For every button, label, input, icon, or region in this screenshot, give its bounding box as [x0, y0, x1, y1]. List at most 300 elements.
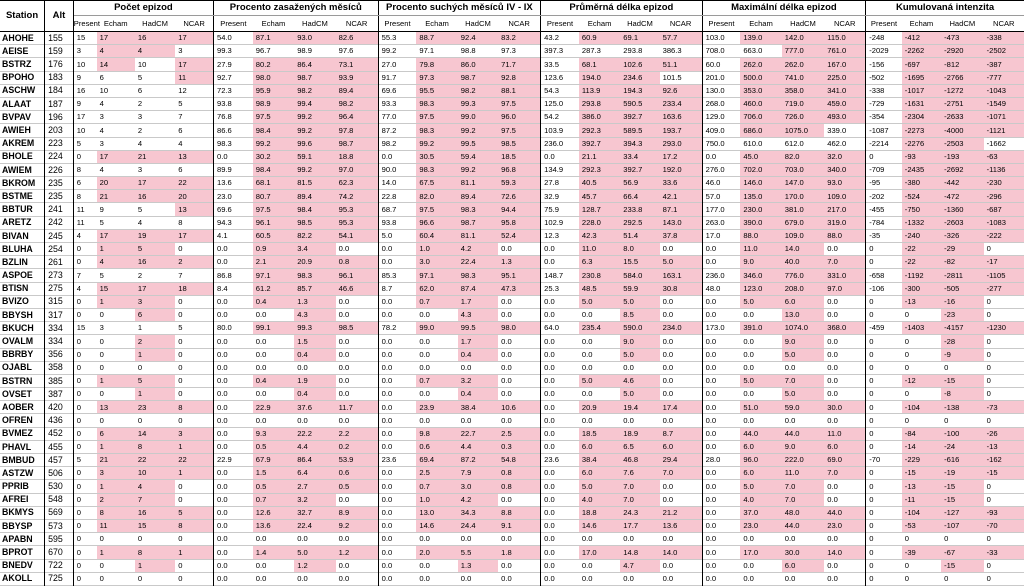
- table-row: [0, 295, 1024, 308]
- value-cell: -193: [941, 150, 983, 163]
- value-cell: 88.7: [416, 32, 457, 45]
- value-cell: 5.0: [782, 348, 824, 361]
- value-cell: 0.0: [338, 244, 350, 254]
- value-cell: 72.6: [498, 190, 541, 203]
- value-cell: 93.0: [294, 32, 335, 45]
- value-cell: 1: [135, 559, 175, 572]
- value-cell: 0: [866, 440, 902, 453]
- value-cell: 68.1: [579, 58, 620, 71]
- value-cell: 4.0: [740, 493, 781, 506]
- value-cell: 0.0: [541, 295, 579, 308]
- altitude-cell: 595: [45, 533, 74, 546]
- value-cell: -502: [866, 71, 902, 84]
- value-cell: 99.0: [458, 111, 498, 124]
- value-cell: 17.0: [740, 546, 781, 559]
- value-cell: 0: [986, 494, 991, 504]
- value-cell: 0: [866, 519, 902, 532]
- value-cell: 0: [99, 310, 104, 320]
- value-cell: 22.9: [253, 401, 294, 414]
- value-cell: 15: [73, 322, 96, 335]
- value-cell: 60.5: [253, 229, 294, 242]
- value-cell: 0: [866, 546, 902, 559]
- value-cell: 0.0: [702, 388, 740, 401]
- value-cell: 0.0: [213, 546, 252, 559]
- value-cell: 19.4: [620, 401, 659, 414]
- value-cell: 46.8: [620, 454, 659, 467]
- value-cell: -15: [984, 467, 1024, 480]
- value-cell: 5.0: [782, 388, 824, 401]
- value-cell: 99.2: [458, 163, 498, 176]
- value-cell: 5: [178, 323, 183, 333]
- altitude-cell: 548: [45, 493, 74, 506]
- value-cell: 392.7: [620, 111, 659, 124]
- value-cell: 0.0: [378, 335, 416, 348]
- value-cell: 0: [904, 310, 910, 320]
- value-cell: -70: [984, 519, 1024, 532]
- value-cell: 0: [99, 573, 104, 583]
- value-cell: 51.4: [620, 229, 659, 242]
- value-cell: 17: [97, 150, 135, 163]
- group-header-row: [0, 1, 1024, 16]
- altitude-cell: 334: [45, 335, 74, 348]
- value-cell: 702.0: [740, 163, 781, 176]
- value-cell: 208.0: [782, 282, 824, 295]
- value-cell: 706.0: [740, 111, 781, 124]
- value-cell: 4: [97, 45, 135, 58]
- value-cell: 0.0: [541, 348, 579, 361]
- value-cell: 5: [73, 454, 96, 467]
- value-cell: 94.4: [498, 203, 541, 216]
- value-cell: 87.2: [378, 124, 416, 137]
- value-cell: 0: [904, 349, 910, 359]
- value-cell: 0: [137, 573, 143, 583]
- value-cell: 22.7: [458, 427, 498, 440]
- value-cell: 95.1: [498, 269, 541, 282]
- value-cell: 3: [97, 467, 135, 480]
- value-cell: 1.3: [294, 295, 335, 308]
- value-cell: 0.0: [541, 440, 579, 453]
- altitude-cell: 203: [45, 124, 74, 137]
- value-cell: 0: [73, 388, 96, 401]
- station-cell: BSTRN: [0, 374, 45, 387]
- value-cell: 0: [904, 336, 910, 346]
- value-cell: 0: [73, 256, 96, 269]
- value-cell: 0.0: [213, 440, 252, 453]
- value-cell: 1: [97, 374, 135, 387]
- value-cell: 20: [97, 177, 135, 190]
- value-cell: 0: [986, 389, 991, 399]
- value-cell: 263.0: [702, 216, 740, 229]
- value-cell: 167.0: [824, 58, 865, 71]
- value-cell: 287.3: [581, 46, 601, 56]
- altitude-cell: 261: [45, 256, 74, 269]
- value-cell: 0.0: [541, 374, 579, 387]
- value-cell: 38.4: [458, 401, 498, 414]
- value-cell: 147.0: [782, 177, 824, 190]
- value-cell: 0.0: [541, 572, 579, 585]
- value-cell: 0.0: [338, 310, 350, 320]
- value-cell: 0.0: [743, 534, 754, 544]
- value-cell: 0.0: [460, 362, 472, 372]
- value-cell: -4157: [941, 322, 983, 335]
- value-cell: 612.0: [784, 138, 804, 148]
- station-cell: AEISE: [0, 45, 45, 58]
- value-cell: 99.2: [416, 137, 457, 150]
- table-row: [0, 97, 1024, 110]
- value-cell: 0.0: [213, 308, 252, 321]
- value-cell: 0.0: [378, 467, 416, 480]
- value-cell: 0: [178, 481, 183, 491]
- table-row: [0, 177, 1024, 190]
- value-cell: 96.6: [416, 216, 457, 229]
- station-cell: BTISN: [0, 282, 45, 295]
- value-cell: 6.4: [294, 467, 335, 480]
- value-cell: 0.7: [416, 480, 457, 493]
- value-cell: 0.0: [541, 256, 579, 269]
- value-cell: 95.3: [336, 216, 378, 229]
- value-cell: 6: [137, 86, 143, 96]
- value-cell: 230.0: [740, 203, 781, 216]
- value-cell: -1549: [984, 97, 1024, 110]
- value-cell: 128.7: [579, 203, 620, 216]
- value-cell: 293.0: [660, 137, 703, 150]
- value-cell: 130.0: [702, 84, 740, 97]
- value-cell: 0.0: [702, 506, 740, 519]
- value-cell: 0.0: [419, 310, 430, 320]
- value-cell: 98.7: [458, 71, 498, 84]
- value-cell: 0: [866, 150, 902, 163]
- value-cell: 0: [73, 335, 96, 348]
- value-cell: 51.0: [740, 401, 781, 414]
- value-cell: 86.4: [294, 454, 335, 467]
- value-cell: 16: [135, 256, 175, 269]
- value-cell: 103.0: [702, 32, 740, 45]
- value-cell: -1087: [866, 124, 902, 137]
- value-cell: 0.0: [378, 374, 416, 387]
- value-cell: 99.2: [378, 45, 416, 58]
- value-cell: 391.0: [740, 322, 781, 335]
- value-cell: 4.7: [620, 559, 659, 572]
- value-cell: 0.0: [501, 560, 512, 570]
- value-cell: 1: [97, 440, 135, 453]
- altitude-cell: 452: [45, 427, 74, 440]
- value-cell: 89.4: [294, 190, 335, 203]
- value-cell: 590.0: [620, 322, 659, 335]
- value-cell: 0.0: [702, 150, 740, 163]
- value-cell: 6: [97, 427, 135, 440]
- value-cell: 0.0: [501, 376, 512, 386]
- table-row: [0, 256, 1024, 269]
- station-cell: BKMYS: [0, 506, 45, 519]
- value-cell: -19: [941, 467, 983, 480]
- value-cell: 17.2: [660, 150, 703, 163]
- value-cell: 14: [97, 58, 135, 71]
- value-cell: -2029: [866, 45, 902, 58]
- table-row: [0, 71, 1024, 84]
- value-cell: 6: [135, 308, 175, 321]
- value-cell: 98.3: [416, 97, 457, 110]
- value-cell: 0: [866, 401, 902, 414]
- value-cell: 7.0: [782, 374, 824, 387]
- value-cell: 394.3: [620, 137, 659, 150]
- value-cell: 18.9: [620, 427, 659, 440]
- value-cell: -1272: [941, 84, 983, 97]
- value-cell: 459.0: [824, 97, 865, 110]
- value-cell: 6.0: [579, 440, 620, 453]
- value-cell: -1695: [902, 71, 941, 84]
- value-cell: 0.0: [213, 256, 252, 269]
- value-cell: 4: [73, 282, 96, 295]
- value-cell: 0.0: [702, 374, 740, 387]
- value-cell: 0.0: [255, 573, 267, 583]
- table-row: [0, 111, 1024, 124]
- value-cell: 21: [135, 150, 175, 163]
- value-cell: 708.0: [702, 45, 740, 58]
- value-cell: 0.4: [294, 348, 335, 361]
- value-cell: 76.8: [213, 111, 252, 124]
- value-cell: 0.0: [419, 349, 430, 359]
- station-cell: BPROT: [0, 546, 45, 559]
- value-cell: 8.5: [620, 308, 659, 321]
- value-cell: 0: [866, 348, 902, 361]
- value-cell: 51.1: [660, 58, 703, 71]
- value-cell: 2: [137, 270, 143, 280]
- value-cell: -1332: [902, 216, 941, 229]
- value-cell: 0.0: [213, 493, 252, 506]
- value-cell: 386.3: [662, 46, 682, 56]
- value-cell: -13: [902, 295, 941, 308]
- value-cell: 686.0: [740, 124, 781, 137]
- value-cell: 33.4: [620, 150, 659, 163]
- value-cell: 4: [135, 45, 175, 58]
- altitude-cell: 241: [45, 203, 74, 216]
- value-cell: 91.7: [378, 71, 416, 84]
- group-header-procento-zasazenych: Procento zasažených měsíců: [213, 1, 378, 16]
- value-cell: 1: [137, 323, 143, 333]
- value-cell: -2262: [902, 45, 941, 58]
- value-cell: -93: [984, 506, 1024, 519]
- station-cell: APABN: [0, 533, 45, 546]
- value-cell: 54.2: [541, 111, 579, 124]
- station-cell: BMBUD: [0, 454, 45, 467]
- value-cell: 0: [73, 546, 96, 559]
- value-cell: 0.0: [702, 493, 740, 506]
- value-cell: 0.0: [213, 572, 252, 585]
- value-cell: 15: [73, 32, 96, 45]
- value-cell: 85.3: [378, 269, 416, 282]
- value-cell: 5.0: [378, 229, 416, 242]
- value-cell: 0: [866, 414, 902, 427]
- value-cell: 193.7: [660, 124, 703, 137]
- value-cell: -24: [941, 440, 983, 453]
- value-cell: 79.8: [416, 58, 457, 71]
- value-cell: 222.0: [782, 454, 824, 467]
- value-cell: 99.1: [253, 322, 294, 335]
- value-cell: 92.6: [660, 84, 703, 97]
- value-cell: -697: [902, 58, 941, 71]
- value-cell: -1121: [984, 124, 1024, 137]
- value-cell: 27.0: [378, 58, 416, 71]
- value-cell: 0.0: [702, 519, 740, 532]
- value-cell: 5.0: [579, 374, 620, 387]
- value-cell: 4: [99, 165, 104, 175]
- value-cell: 0.0: [702, 361, 740, 374]
- value-cell: 1.9: [294, 374, 335, 387]
- value-cell: 0.0: [743, 560, 754, 570]
- value-cell: 98.3: [416, 163, 457, 176]
- value-cell: 0: [866, 427, 902, 440]
- altitude-cell: 184: [45, 84, 74, 97]
- value-cell: 8: [175, 519, 213, 532]
- value-cell: 103.9: [541, 124, 579, 137]
- value-cell: 0.0: [501, 362, 512, 372]
- table-row: [0, 467, 1024, 480]
- value-cell: 8.7: [660, 427, 703, 440]
- value-cell: 0.0: [378, 493, 416, 506]
- value-cell: 0.0: [743, 389, 754, 399]
- value-cell: 98.3: [458, 203, 498, 216]
- value-cell: 0.0: [501, 310, 512, 320]
- value-cell: 0: [73, 427, 96, 440]
- value-cell: 1: [175, 546, 213, 559]
- value-cell: 0.6: [336, 467, 378, 480]
- value-cell: 236.0: [702, 269, 740, 282]
- value-cell: 1.2: [294, 559, 335, 572]
- value-cell: 44.0: [782, 519, 824, 532]
- value-cell: 590.5: [620, 97, 659, 110]
- value-cell: 0.0: [702, 243, 740, 256]
- value-cell: 0: [178, 376, 183, 386]
- value-cell: 0.0: [338, 297, 350, 307]
- value-cell: 0.0: [662, 481, 674, 491]
- value-cell: -1403: [902, 322, 941, 335]
- value-cell: 0.0: [743, 349, 754, 359]
- altitude-cell: 722: [45, 559, 74, 572]
- value-cell: 761.0: [824, 45, 865, 58]
- value-cell: 98.7: [336, 137, 378, 150]
- value-cell: -1360: [941, 203, 983, 216]
- station-cell: BVIZO: [0, 295, 45, 308]
- value-cell: 5: [137, 72, 143, 82]
- value-cell: 18.5: [579, 427, 620, 440]
- value-cell: 584.0: [620, 269, 659, 282]
- value-cell: 48.0: [702, 282, 740, 295]
- value-cell: -14: [902, 440, 941, 453]
- value-cell: 0.0: [501, 297, 512, 307]
- value-cell: 0.0: [702, 335, 740, 348]
- value-cell: 125.0: [541, 97, 579, 110]
- value-cell: 0.0: [541, 533, 579, 546]
- value-cell: 0: [73, 519, 96, 532]
- value-cell: 0: [904, 560, 910, 570]
- table-row: [0, 388, 1024, 401]
- value-cell: 80.0: [213, 322, 252, 335]
- value-cell: 7: [178, 112, 183, 122]
- value-cell: 98.3: [416, 124, 457, 137]
- value-cell: 48.0: [782, 506, 824, 519]
- value-cell: 0.0: [378, 243, 416, 256]
- value-cell: 99.0: [416, 322, 457, 335]
- value-cell: 0.0: [213, 480, 252, 493]
- value-cell: 7: [178, 270, 183, 280]
- value-cell: 17: [135, 282, 175, 295]
- value-cell: 0.0: [213, 506, 252, 519]
- value-cell: 589.5: [620, 124, 659, 137]
- value-cell: 0.0: [662, 244, 674, 254]
- value-cell: 15: [135, 519, 175, 532]
- value-cell: 0.0: [213, 533, 252, 546]
- value-cell: 60.4: [416, 229, 457, 242]
- station-cell: BIVAN: [0, 229, 45, 242]
- value-cell: 268.0: [702, 97, 740, 110]
- value-cell: 97.1: [416, 269, 457, 282]
- value-cell: 1.7: [458, 335, 498, 348]
- value-cell: 92.4: [458, 32, 498, 45]
- value-cell: 86.8: [213, 269, 252, 282]
- value-cell: 4: [178, 138, 183, 148]
- station-cell: AOBER: [0, 401, 45, 414]
- value-cell: 5.0: [579, 480, 620, 493]
- table-row: [0, 374, 1024, 387]
- value-cell: 97.3: [416, 71, 457, 84]
- value-cell: 0: [73, 361, 96, 374]
- value-cell: 10: [73, 58, 96, 71]
- altitude-cell: 155: [45, 32, 74, 45]
- value-cell: 228.0: [579, 216, 620, 229]
- value-cell: 60.9: [579, 32, 620, 45]
- altitude-cell: 315: [45, 295, 74, 308]
- value-cell: 78.2: [378, 322, 416, 335]
- altitude-cell: 235: [45, 190, 74, 203]
- value-cell: 1: [135, 388, 175, 401]
- value-cell: 1.8: [498, 546, 541, 559]
- value-cell: 0.0: [213, 388, 252, 401]
- value-cell: 17: [135, 177, 175, 190]
- value-cell: 16: [135, 506, 175, 519]
- value-cell: 392.7: [579, 137, 620, 150]
- value-cell: -8: [941, 388, 983, 401]
- value-cell: 0: [904, 415, 910, 425]
- value-cell: 0: [986, 534, 991, 544]
- value-cell: 82.0: [416, 190, 457, 203]
- value-cell: 0: [866, 308, 902, 321]
- value-cell: 0.0: [827, 244, 838, 254]
- value-cell: 0.0: [827, 534, 838, 544]
- value-cell: 32.9: [541, 190, 579, 203]
- value-cell: 0.4: [294, 388, 335, 401]
- value-cell: -505: [941, 282, 983, 295]
- value-cell: 4.3: [294, 308, 335, 321]
- value-cell: 409.0: [702, 124, 740, 137]
- value-cell: 54.8: [498, 454, 541, 467]
- value-cell: 59.9: [620, 282, 659, 295]
- value-cell: 7.0: [824, 256, 865, 269]
- value-cell: 48.5: [579, 282, 620, 295]
- value-cell: -9: [941, 348, 983, 361]
- value-cell: 460.0: [740, 97, 781, 110]
- value-cell: 86.6: [213, 124, 252, 137]
- value-cell: 0.0: [338, 362, 350, 372]
- value-cell: 0: [178, 349, 183, 359]
- value-cell: 30.0: [782, 546, 824, 559]
- value-cell: 235.4: [579, 322, 620, 335]
- station-cell: BBTUR: [0, 203, 45, 216]
- table-row: [0, 58, 1024, 71]
- value-cell: 7.0: [782, 493, 824, 506]
- value-cell: 703.0: [782, 163, 824, 176]
- value-cell: 0.0: [213, 559, 252, 572]
- value-cell: 1: [97, 546, 135, 559]
